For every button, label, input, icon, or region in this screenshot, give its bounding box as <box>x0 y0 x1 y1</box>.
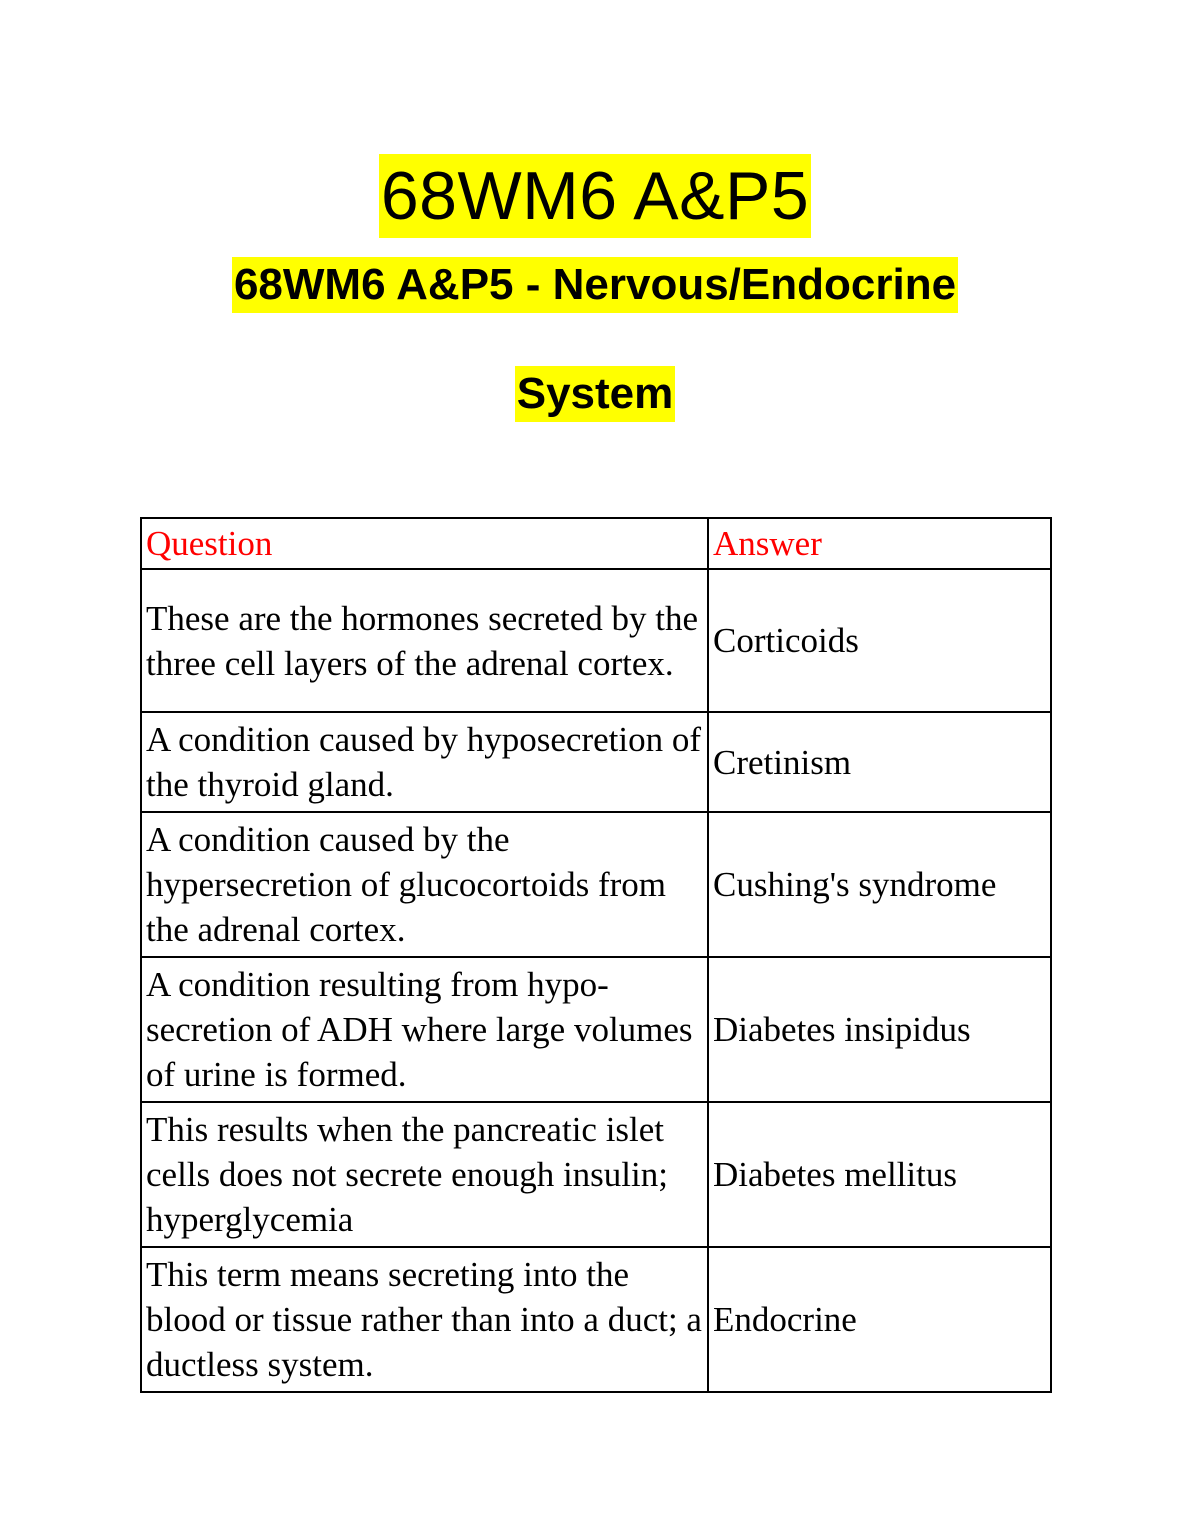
document-subtitle-line2: System <box>515 366 676 422</box>
table-row <box>141 812 1051 957</box>
table-row <box>141 1102 1051 1247</box>
question-cell: A condition caused by hyposecretion of the thyroid gland. <box>141 712 708 812</box>
answer-cell: Diabetes insipidus <box>708 957 1051 1102</box>
question-cell: A condition resulting from hypo-secretion of ADH where large volumes of urine is formed. <box>141 957 708 1102</box>
question-answer-table <box>140 517 1052 1393</box>
table-row <box>141 712 1051 812</box>
question-cell: A condition caused by the hypersecretion of glucocortoids from the adrenal cortex. <box>141 812 708 957</box>
answer-cell: Endocrine <box>708 1247 1051 1392</box>
table-row <box>141 1247 1051 1392</box>
answer-cell: Cretinism <box>708 712 1051 812</box>
answer-cell: Diabetes mellitus <box>708 1102 1051 1247</box>
answer-cell: Corticoids <box>708 569 1051 712</box>
answer-column-header: Answer <box>708 518 1051 569</box>
document-subtitle-line1: 68WM6 A&P5 - Nervous/Endocrine <box>232 257 958 313</box>
document-title-container <box>0 154 1190 238</box>
document-subtitle-line1-container <box>0 257 1190 313</box>
document-subtitle-line2-container <box>0 366 1190 422</box>
table-row <box>141 569 1051 712</box>
document-title: 68WM6 A&P5 <box>379 154 811 238</box>
question-column-header: Question <box>141 518 708 569</box>
question-cell: This term means secreting into the blood or tissue rather than into a duct; a ductless system. <box>141 1247 708 1392</box>
question-cell: This results when the pancreatic islet cells does not secrete enough insulin; hyperglycemia <box>141 1102 708 1247</box>
table-header-row <box>141 518 1051 569</box>
question-cell: These are the hormones secreted by the three cell layers of the adrenal cortex. <box>141 569 708 712</box>
table-row <box>141 957 1051 1102</box>
answer-cell: Cushing's syndrome <box>708 812 1051 957</box>
